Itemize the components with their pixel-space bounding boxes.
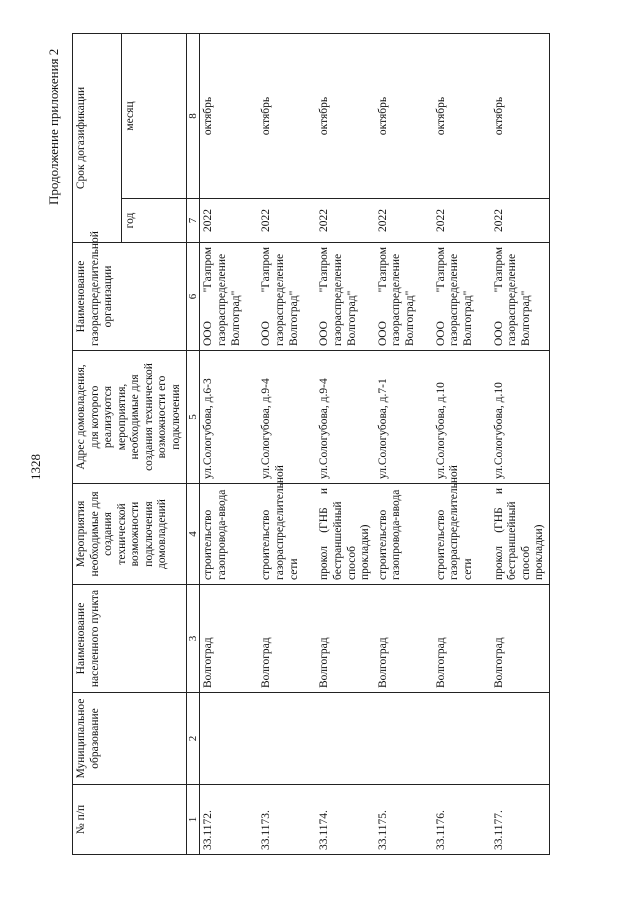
cell-num: 33.1177. xyxy=(491,785,550,855)
cell-settlement: Волгоград xyxy=(491,585,550,693)
header-settlement: Наименование населенного пункта xyxy=(73,585,187,693)
cell-municipality xyxy=(491,693,550,785)
cell-settlement: Волгоград xyxy=(258,585,316,693)
col-number: 2 xyxy=(186,693,200,785)
cell-num: 33.1173. xyxy=(258,785,316,855)
table-row xyxy=(200,34,259,855)
table-row xyxy=(316,34,374,855)
cell-measure: строительство газораспределительной сети xyxy=(258,484,316,585)
header-month: месяц xyxy=(122,34,187,199)
col-number: 1 xyxy=(186,785,200,855)
cell-settlement: Волгоград xyxy=(375,585,433,693)
cell-num: 33.1174. xyxy=(316,785,374,855)
col-number: 3 xyxy=(186,585,200,693)
cell-month: октябрь xyxy=(316,34,374,199)
cell-settlement: Волгоград xyxy=(433,585,491,693)
cell-measure: прокол (ГНБ и бестраншейный способ прокладки) xyxy=(491,484,550,585)
col-number: 7 xyxy=(186,199,200,243)
cell-address: ул.Сологубова, д.6-3 xyxy=(200,351,259,484)
cell-org: ООО "Газпром газораспределение Волгоград" xyxy=(200,243,259,351)
col-number: 4 xyxy=(186,484,200,585)
table-row xyxy=(433,34,491,855)
col-number: 5 xyxy=(186,351,200,484)
header-num: № п/п xyxy=(73,785,187,855)
header-year: год xyxy=(122,199,187,243)
cell-address: ул.Сологубова, д.7-1 xyxy=(375,351,433,484)
cell-municipality xyxy=(200,693,259,785)
cell-municipality xyxy=(258,693,316,785)
cell-year: 2022 xyxy=(491,199,550,243)
cell-address: ул.Сологубова, д.10 xyxy=(491,351,550,484)
cell-org: ООО "Газпром газораспределение Волгоград" xyxy=(375,243,433,351)
cell-month: октябрь xyxy=(491,34,550,199)
cell-year: 2022 xyxy=(316,199,374,243)
cell-org: ООО "Газпром газораспределение Волгоград" xyxy=(433,243,491,351)
cell-settlement: Волгоград xyxy=(200,585,259,693)
cell-year: 2022 xyxy=(375,199,433,243)
cell-num: 33.1172. xyxy=(200,785,259,855)
header-address: Адрес домовладения, для которого реализуются мероприятия, необходимые для создания технической возможности его подключения xyxy=(73,351,187,484)
cell-measure: прокол (ГНБ и бестраншейный способ прокладки) xyxy=(316,484,374,585)
header-measures: Мероприятия необходимые для создания технической возможности подключения домовладений xyxy=(73,484,187,585)
cell-address: ул.Сологубова, д.10 xyxy=(433,351,491,484)
cell-org: ООО "Газпром газораспределение Волгоград" xyxy=(491,243,550,351)
cell-municipality xyxy=(375,693,433,785)
table-row xyxy=(491,34,550,855)
cell-year: 2022 xyxy=(258,199,316,243)
cell-measure: строительство газопровода-ввода xyxy=(200,484,259,585)
page-number: 1328 xyxy=(28,454,43,480)
cell-num: 33.1175. xyxy=(375,785,433,855)
cell-month: октябрь xyxy=(258,34,316,199)
col-number: 8 xyxy=(186,34,200,199)
cell-num: 33.1176. xyxy=(433,785,491,855)
cell-year: 2022 xyxy=(200,199,259,243)
cell-org: ООО "Газпром газораспределение Волгоград" xyxy=(316,243,374,351)
table-row xyxy=(258,34,316,855)
col-number: 6 xyxy=(186,243,200,351)
cell-measure: строительство газораспределительной сети xyxy=(433,484,491,585)
cell-address: ул.Сологубова, д.9-4 xyxy=(316,351,374,484)
cell-org: ООО "Газпром газораспределение Волгоград" xyxy=(258,243,316,351)
cell-month: октябрь xyxy=(200,34,259,199)
cell-settlement: Волгоград xyxy=(316,585,374,693)
cell-month: октябрь xyxy=(375,34,433,199)
header-term: Срок догазификации xyxy=(73,34,122,243)
continuation-label: Продолжение приложения 2 xyxy=(46,48,61,205)
cell-municipality xyxy=(433,693,491,785)
cell-year: 2022 xyxy=(433,199,491,243)
header-org: Наименование газораспределительной организации xyxy=(73,243,187,351)
table-row xyxy=(375,34,433,855)
header-municipality: Муниципальное образование xyxy=(73,693,187,785)
gasification-table xyxy=(72,33,550,855)
cell-address: ул.Сологубова, д.9-4 xyxy=(258,351,316,484)
cell-municipality xyxy=(316,693,374,785)
cell-month: октябрь xyxy=(433,34,491,199)
cell-measure: строительство газопровода-ввода xyxy=(375,484,433,585)
